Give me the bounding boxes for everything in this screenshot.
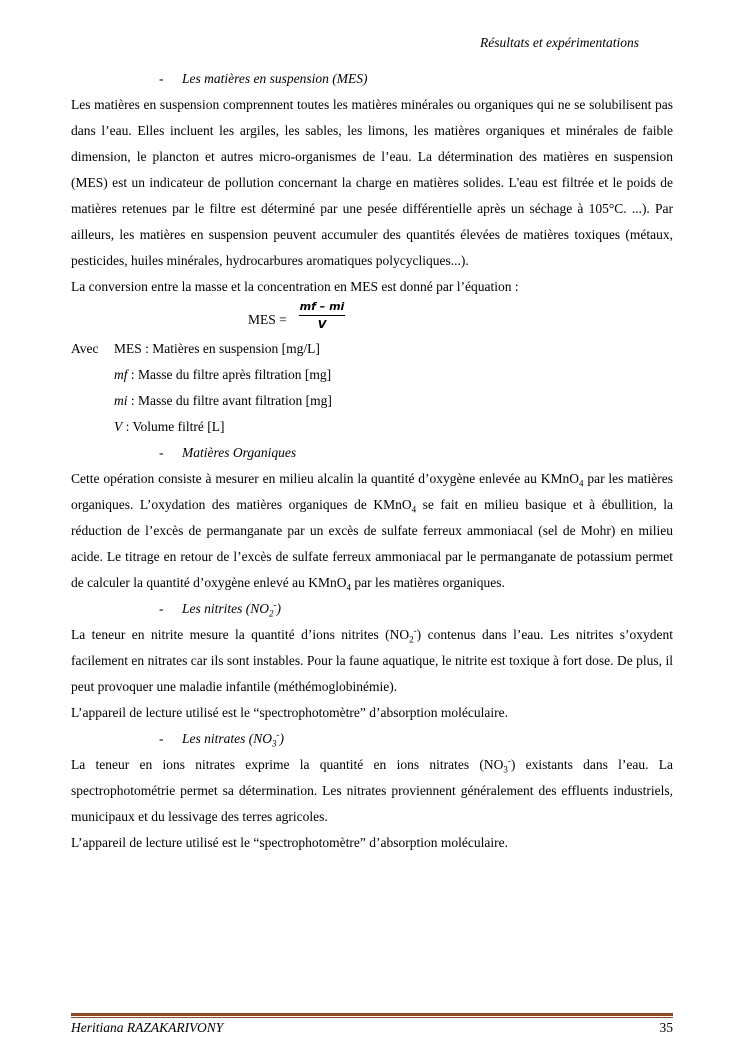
definition-text: : Masse du filtre après filtration [mg] (127, 367, 332, 382)
nitrites-device-text: L’appareil de lecture utilisé est le “spectrophotomètre” d’absorption moléculaire. (71, 705, 508, 720)
section-title (182, 729, 285, 749)
bullet-dash: - (159, 601, 164, 616)
nitrates-device-text: L’appareil de lecture utilisé est le “spectrophotomètre” d’absorption moléculaire. (71, 835, 508, 850)
superscript: - (273, 599, 277, 610)
footer-rule-thin (71, 1017, 673, 1018)
text-run: ) (279, 731, 285, 746)
nitrates-paragraph (71, 752, 673, 830)
definition-symbol: mi (114, 393, 128, 408)
text-run: La teneur en nitrite mesure la quantité d’ions nitrites (NO (71, 627, 410, 642)
subscript: 2 (409, 634, 414, 645)
bullet-dash: - (159, 445, 164, 460)
definition-text: : Masse du filtre avant filtration [mg] (127, 393, 332, 408)
formula-fraction (299, 300, 345, 332)
subscript: 2 (269, 608, 274, 619)
mes-formula (71, 300, 673, 336)
formula-lhs: MES = (248, 312, 287, 327)
text-run: ) contenus dans l’eau. Les nitrites s’oxydent facilement en nitrates car ils sont instables. Pour la faune aquatique, le nitrite est toxique à fort dose. De plus, il peut provoquer une maladie infantile (méthémoglobinémie). (71, 627, 673, 694)
section-heading-mes (71, 66, 673, 92)
formula-numerator: mf – mi (299, 300, 345, 316)
bullet-dash: - (159, 731, 164, 746)
subscript: 4 (579, 478, 584, 489)
definition-text: MES : Matières en suspension [mg/L] (114, 341, 320, 356)
footer-author: Heritiana RAZAKARIVONY (71, 1020, 224, 1035)
footer-rule (71, 1013, 673, 1016)
section-title: Les matières en suspension (MES) (182, 71, 368, 86)
definition-row (71, 362, 673, 388)
section-title (182, 599, 282, 619)
page-number: 35 (659, 1020, 673, 1035)
definition-row (71, 336, 673, 362)
definition-symbol: V (114, 419, 123, 434)
running-header: Résultats et expérimentations (480, 35, 639, 50)
text-run: se fait en milieu basique et à ébullition, la réduction de l’excès de permanganate par un excès de sulfate ferreux ammoniacal (sel de Mohr) en milieu acide. Le titrage en retour de l’excès de sulfate ferreux ammoniacal par le permanganate de potassium permet de calculer la quantité d’oxygène enlevé au KMnO (71, 497, 673, 590)
definition-text: : Volume filtré [L] (122, 419, 225, 434)
subscript: 3 (272, 738, 277, 749)
mo-paragraph (71, 466, 673, 596)
text-run: Les nitrites (NO (182, 601, 270, 616)
text-run: ) (276, 601, 282, 616)
formula-denominator: V (317, 318, 327, 331)
text-run: par les matières organiques. L’oxydation des matières organiques de KMnO (71, 471, 673, 512)
text-run: Les nitrates (NO (182, 731, 273, 746)
section-heading-nitrites (71, 596, 673, 622)
subscript: 3 (503, 764, 508, 775)
nitrites-paragraph (71, 622, 673, 700)
text-run: par les matières organiques. (351, 575, 505, 590)
mes-conversion-text: La conversion entre la masse et la concentration en MES est donné par l’équation : (71, 279, 519, 294)
superscript: - (507, 755, 511, 766)
text-run: Cette opération consiste à mesurer en milieu alcalin la quantité d’oxygène enlevée au KMnO (71, 471, 580, 486)
definition-symbol: mf (114, 367, 128, 382)
definition-row (71, 414, 673, 440)
superscript: - (276, 729, 280, 740)
mes-paragraph: Les matières en suspension comprennent toutes les matières minérales ou organiques qui ne se solubilisent pas dans l’eau. Elles incluent les argiles, les sables, les limons, les matières organiques et minérales de faible dimension, le plancton et autres micro-organismes de l’eau. La détermination des matières en suspension (MES) est un indicateur de pollution concernant la charge en matières solides. L'eau est filtrée et le poids de matières retenues par le filtre est déterminé par une pesée différentielle après un séchage à 105°C. ...). Par ailleurs, les matières en suspension peuvent accumuler des quantités élevées de matières toxiques (métaux, pesticides, huiles minérales, hydrocarbures aromatiques polycycliques...). (71, 97, 673, 268)
superscript: - (413, 625, 417, 636)
section-heading-nitrates (71, 726, 673, 752)
subscript: 4 (411, 504, 417, 515)
page-body (71, 66, 673, 856)
bullet-dash: - (159, 71, 164, 86)
subscript: 4 (346, 582, 352, 593)
section-heading-mo (71, 440, 673, 466)
text-run: ) existants dans l’eau. La spectrophotométrie permet sa détermination. Les nitrates proviennent généralement des effluents industriels, municipaux et du lessivage des terres agricoles. (71, 757, 673, 824)
definition-row (71, 388, 673, 414)
section-title: Matières Organiques (182, 445, 297, 460)
text-run: La teneur en ions nitrates exprime la quantité en ions nitrates (NO (71, 757, 504, 772)
avec-label: Avec (71, 341, 99, 356)
